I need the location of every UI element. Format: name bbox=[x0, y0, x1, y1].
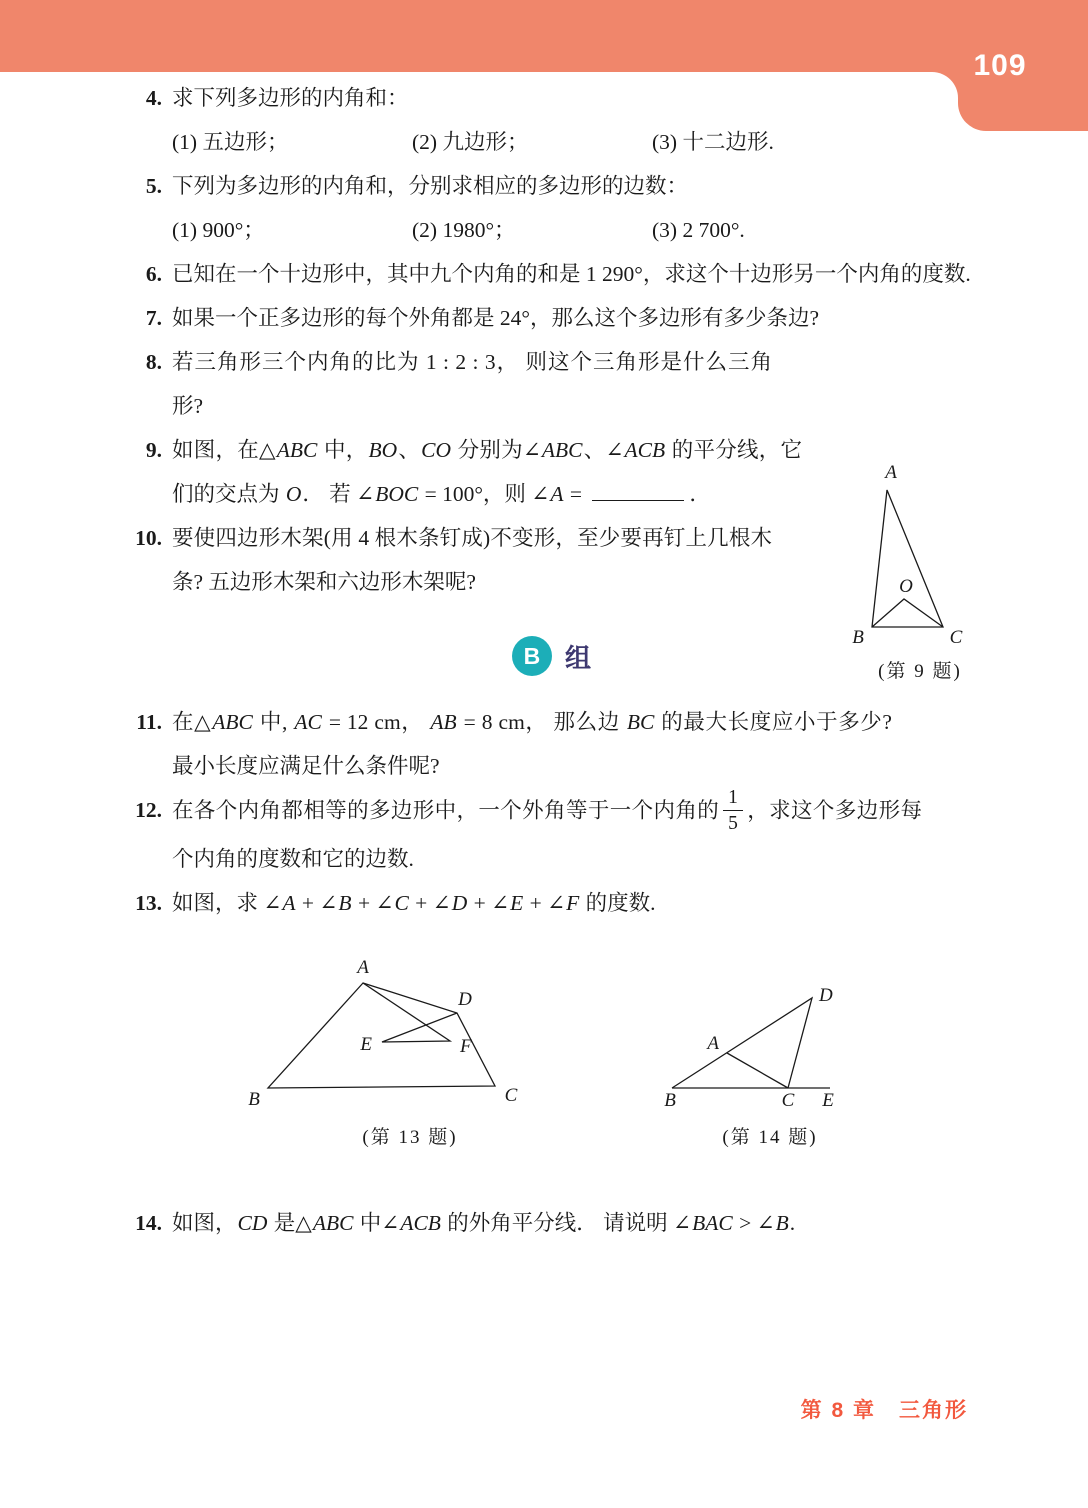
problem-number: 4. bbox=[145, 86, 162, 110]
problem-text: 在各个内角都相等的多边形中，一个外角等于一个内角的 bbox=[172, 798, 720, 823]
problem-text: 如图，CD 是△ABC 中∠ACB 的外角平分线． 请说明 ∠BAC > ∠B. bbox=[172, 1211, 796, 1235]
figure-14-caption: (第 14 题) bbox=[722, 1127, 818, 1148]
problem-body bbox=[172, 76, 985, 164]
problem-10 bbox=[118, 516, 985, 604]
vertex-label-b: B bbox=[852, 627, 864, 648]
vertex-label-c: C bbox=[504, 1085, 518, 1106]
vertex-label-b: B bbox=[248, 1089, 260, 1110]
vertex-label-d: D bbox=[819, 985, 833, 1006]
problem-text-end: ，求这个多边形每个内角的度数和它的边数. bbox=[172, 798, 922, 871]
problem-text: 下列为多边形的内角和，分别求相应的多边形的边数： bbox=[172, 174, 689, 198]
sub-item-3: (3) 十二边形. bbox=[652, 130, 774, 154]
problem-number: 10. bbox=[135, 526, 162, 550]
vertex-label-b: B bbox=[664, 1090, 676, 1111]
group-b-badge: B bbox=[512, 636, 552, 676]
problem-7 bbox=[118, 296, 985, 340]
fraction-one-fifth bbox=[723, 786, 743, 835]
problem-text: 如果一个正多边形的每个外角都是 24°，那么这个多边形有多少条边? bbox=[172, 306, 820, 330]
group-b-heading bbox=[118, 636, 985, 676]
problem-body bbox=[172, 788, 922, 881]
vertex-label-a: A bbox=[357, 957, 369, 978]
sub-item-2: (2) 1980°； bbox=[412, 218, 516, 242]
vertex-label-c: C bbox=[949, 627, 963, 648]
vertex-label-e: E bbox=[360, 1034, 372, 1055]
problem-body bbox=[172, 164, 985, 252]
problem-13 bbox=[118, 881, 985, 925]
page-number: 109 bbox=[973, 48, 1027, 82]
inner-path-afed bbox=[363, 983, 457, 1042]
point-label-e: E bbox=[822, 1090, 834, 1111]
vertex-label-a: A bbox=[885, 462, 897, 483]
figure-9-caption: (第 9 题) bbox=[878, 661, 962, 682]
problem-text: 要使四边形木架(用 4 根木条钉成)不变形，至少要再钉上几根木条? 五边形木架和六边形木架呢? bbox=[172, 526, 772, 594]
problem-text-end: ． bbox=[689, 482, 711, 506]
problem-text: 若三角形三个内角的比为 1 : 2 : 3， 则这个三角形是什么三角形? bbox=[172, 350, 772, 418]
problem-number: 5. bbox=[145, 174, 162, 198]
fraction-denominator: 5 bbox=[728, 813, 738, 834]
answer-blank-line bbox=[592, 486, 684, 501]
problem-text: 已知在一个十边形中，其中九个内角的和是 1 290°，求这个十边形另一个内角的度数. bbox=[172, 262, 971, 286]
sub-item-1: (1) 五边形； bbox=[172, 130, 289, 154]
problem-body bbox=[172, 428, 802, 516]
hexagram-angles-svg bbox=[240, 953, 580, 1113]
figure-problem-13 bbox=[240, 953, 580, 1151]
fraction-numerator: 1 bbox=[723, 786, 743, 811]
vertex-label-a: A bbox=[707, 1033, 719, 1054]
problem-number: 12. bbox=[135, 798, 162, 822]
problem-number: 6. bbox=[145, 262, 162, 286]
sub-items bbox=[172, 120, 985, 164]
figures-row bbox=[240, 953, 985, 1151]
sub-item-3: (3) 2 700°. bbox=[652, 218, 745, 242]
vertex-label-f: F bbox=[460, 1036, 472, 1057]
problem-4 bbox=[118, 76, 985, 164]
problem-number: 13. bbox=[135, 891, 162, 915]
problem-text: 求下列多边形的内角和： bbox=[172, 86, 409, 110]
problem-11 bbox=[118, 700, 985, 788]
problem-6 bbox=[118, 252, 985, 296]
problem-14 bbox=[118, 1201, 985, 1245]
vertex-label-d: D bbox=[458, 989, 472, 1010]
figure-problem-14 bbox=[660, 953, 880, 1151]
problem-text: 如图，求 ∠A + ∠B + ∠C + ∠D + ∠E + ∠F 的度数. bbox=[172, 891, 656, 915]
sub-item-1: (1) 900°； bbox=[172, 218, 265, 242]
problem-12 bbox=[118, 788, 985, 881]
chapter-footer-label: 第 8 章 三角形 bbox=[800, 1399, 968, 1422]
exterior-angle-bisector-svg bbox=[660, 953, 880, 1113]
problem-text: 如图，在△ABC 中，BO、CO 分别为∠ABC、∠ACB 的平分线，它们的交点为 O． 若 ∠BOC = 100°，则 ∠A = bbox=[172, 438, 802, 506]
sub-item-2: (2) 九边形； bbox=[412, 130, 529, 154]
problem-number: 14. bbox=[135, 1211, 162, 1235]
problem-number: 8. bbox=[145, 350, 162, 374]
point-label-o: O bbox=[899, 576, 913, 597]
problem-5 bbox=[118, 164, 985, 252]
problem-text: 在△ABC 中, AC = 12 cm， AB = 8 cm， 那么边 BC 的最大长度应小于多少? 最小长度应满足什么条件呢? bbox=[172, 710, 892, 778]
problem-number: 9. bbox=[145, 438, 162, 462]
sub-items bbox=[172, 208, 985, 252]
problem-number: 11. bbox=[136, 710, 162, 734]
problem-9 bbox=[118, 428, 985, 516]
line-ac bbox=[727, 1053, 788, 1088]
group-b-label: 组 bbox=[564, 642, 591, 673]
lines-bd-dc bbox=[672, 998, 812, 1088]
figure-13-caption: (第 13 题) bbox=[362, 1127, 458, 1148]
problem-8 bbox=[118, 340, 985, 428]
problem-number: 7. bbox=[145, 306, 162, 330]
vertex-label-c: C bbox=[781, 1090, 795, 1111]
